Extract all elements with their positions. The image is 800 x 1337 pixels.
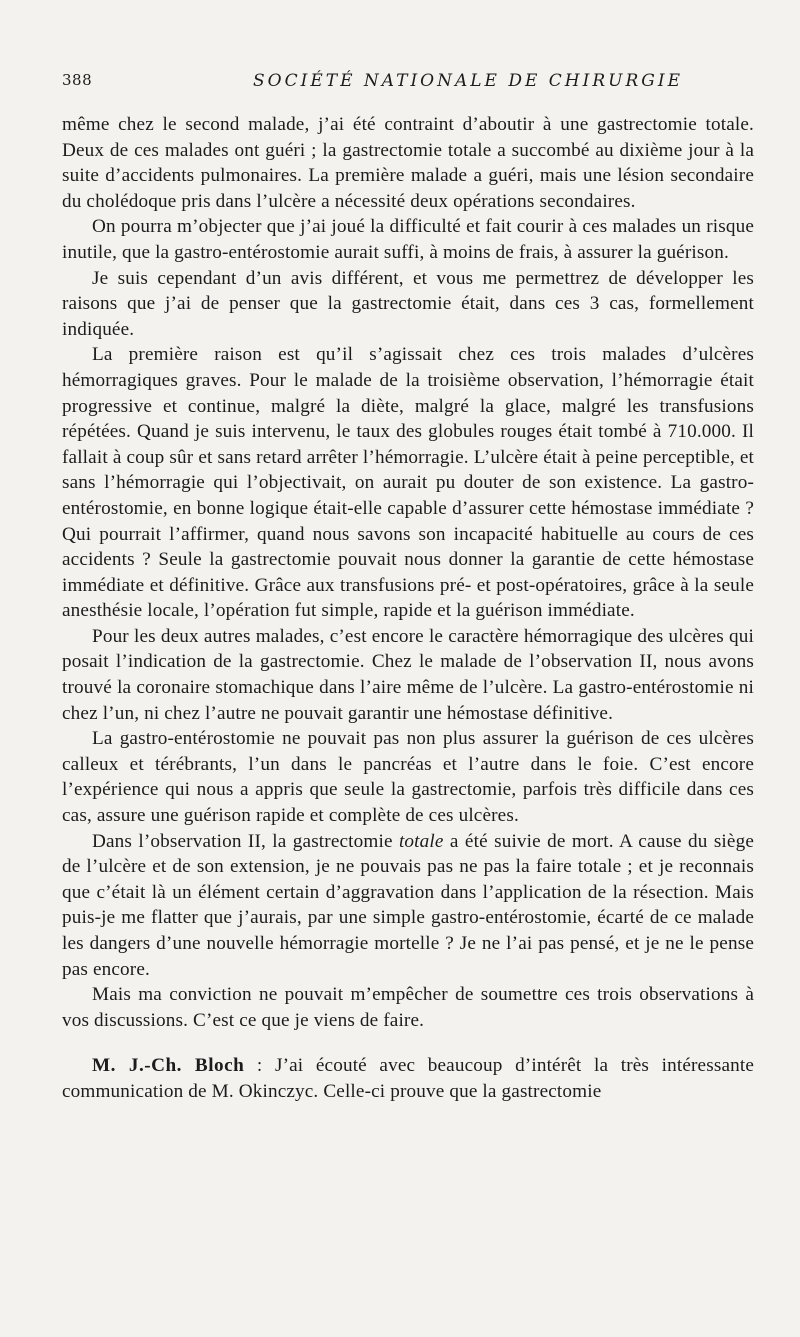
paragraph: La première raison est qu’il s’agissait chez ces trois malades d’ulcères hémorragiques graves. Pour le malade de la troisième observation, l’hémorragie était progressive et continue, malgré la diète, malgré la glace, malgré les transfusions répétées. Quand je suis intervenu, le taux des globules rouges était tombé à 710.000. Il fallait à coup sûr et sans retard arrêter l’hémorragie. L’ulcère était à peine perceptible, et sans l’hémorragie qui l’objectivait, on aurait pu douter de son existence. La gastro-entérostomie, en bonne logique était-elle capable d’assurer cette hémostase immédiate ? Qui pourrait l’affirmer, quand nous savons son incapacité habituelle au cours de ces accidents ? Seule la gastrectomie pouvait nous donner la garantie de cette hémostase immédiate et définitive. Grâce aux transfusions pré- et post-opératoires, grâce à la seule anesthésie locale, l’opération fut simple, rapide et la guérison immédiate.	[62, 344, 754, 622]
discussion-paragraph	[62, 1053, 754, 1104]
paragraph	[62, 829, 754, 983]
running-head: SOCIÉTÉ NATIONALE DE CHIRURGIE	[253, 71, 683, 91]
paragraph: On pourra m’objecter que j’ai joué la difficulté et fait courir à ces malades un risque inutile, que la gastro-entérostomie aurait suffi, à moins de frais, à assurer la guérison.	[62, 216, 754, 263]
emphasized-word: totale	[398, 830, 444, 852]
body-text	[62, 112, 754, 1105]
paragraph-text: a été suivie de mort. A cause du siège de l’ulcère et de son extension, je ne pouvais pas ne pas la faire totale ; et je reconnais que c’était là un élément certain d’aggravation dans l’application de la résection. Mais puis-je me flatter que j’aurais, par une simple gastro-entérostomie, écarté de ce malade les dangers d’une nouvelle hémorragie mortelle ? Je ne l’ai pas pensé, et je ne le pense pas encore.	[62, 830, 754, 980]
page-number: 388	[62, 71, 93, 89]
paragraph-text: : J’ai écouté avec beaucoup d’intérêt la très intéressante communication de M. Okinczyc. Celle-ci prouve que la gastrectomie	[62, 1055, 754, 1102]
paragraph: Je suis cependant d’un avis différent, et vous me permettrez de développer les raisons que j’ai de penser que la gastrectomie était, dans ces 3 cas, formellement indiquée.	[62, 267, 754, 340]
paragraph: Pour les deux autres malades, c’est encore le caractère hémorragique des ulcères qui posait l’indication de la gastrectomie. Chez le malade de l’observation II, nous avons trouvé la coronaire stomachique dans l’aire même de l’ulcère. La gastro-entérostomie ni chez l’un, ni chez l’autre ne pouvait garantir une hémostase définitive.	[62, 625, 754, 724]
paragraph-text: Dans l’observation II, la gastrectomie	[92, 830, 399, 852]
speaker-name: M. J.-Ch. Bloch	[92, 1055, 245, 1077]
paragraph: La gastro-entérostomie ne pouvait pas non plus assurer la guérison de ces ulcères calleux et térébrants, l’un dans le pancréas et l’autre dans le foie. C’est encore l’expérience qui nous a appris que seule la gastrectomie, parfois très difficile dans ces cas, assure une guérison rapide et complète de ces ulcères.	[62, 728, 754, 827]
paragraph: Mais ma conviction ne pouvait m’empêcher de soumettre ces trois observations à vos discussions. C’est ce que je viens de faire.	[62, 984, 754, 1031]
page-header	[62, 71, 754, 95]
paragraph: même chez le second malade, j’ai été contraint d’aboutir à une gastrectomie totale. Deux de ces malades ont guéri ; la gastrectomie totale a succombé au dixième jour à la suite d’accidents pulmonaires. La première malade a guéri, mais une lésion secondaire du cholédoque pris dans l’ulcère a nécessité deux opérations secondaires.	[62, 114, 754, 212]
